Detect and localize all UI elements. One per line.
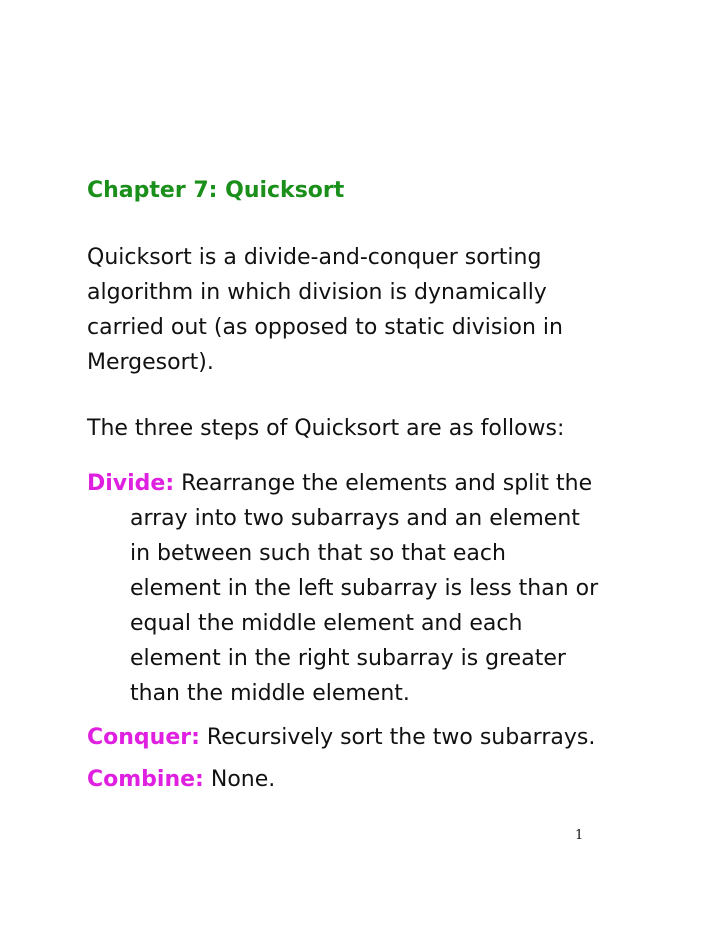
intro-line: Mergesort). — [87, 350, 214, 375]
combine-term: Combine: — [87, 767, 204, 792]
steps-intro — [87, 411, 564, 446]
intro-paragraph — [87, 240, 563, 380]
divide-first-line — [87, 466, 598, 501]
page-number: 1 — [575, 828, 584, 843]
divide-first-text: Rearrange the elements and split the — [181, 471, 593, 496]
conquer-text: Recursively sort the two subarrays. — [206, 725, 596, 750]
divide-line: array into two subarrays and an element — [130, 506, 580, 531]
combine-text: None. — [210, 767, 276, 792]
step-conquer — [87, 720, 595, 755]
divide-line: equal the middle element and each — [130, 611, 523, 636]
divide-term: Divide: — [87, 471, 175, 496]
conquer-term: Conquer: — [87, 725, 200, 750]
step-combine — [87, 762, 275, 797]
step-divide — [87, 466, 598, 711]
divide-line: element in the right subarray is greater — [130, 646, 566, 671]
combine-line — [87, 762, 275, 797]
intro-line: carried out (as opposed to static division in — [87, 315, 563, 340]
divide-line: than the middle element. — [130, 681, 410, 706]
divide-line: in between such that so that each — [130, 541, 506, 566]
intro-line: Quicksort is a divide-and-conquer sorting — [87, 245, 542, 270]
conquer-line — [87, 720, 595, 755]
page-title: Chapter 7: Quicksort — [87, 178, 345, 203]
divide-line: element in the left subarray is less than or — [130, 576, 599, 601]
steps-intro-text: The three steps of Quicksort are as follows: — [87, 416, 565, 441]
intro-line: algorithm in which division is dynamically — [87, 280, 547, 305]
